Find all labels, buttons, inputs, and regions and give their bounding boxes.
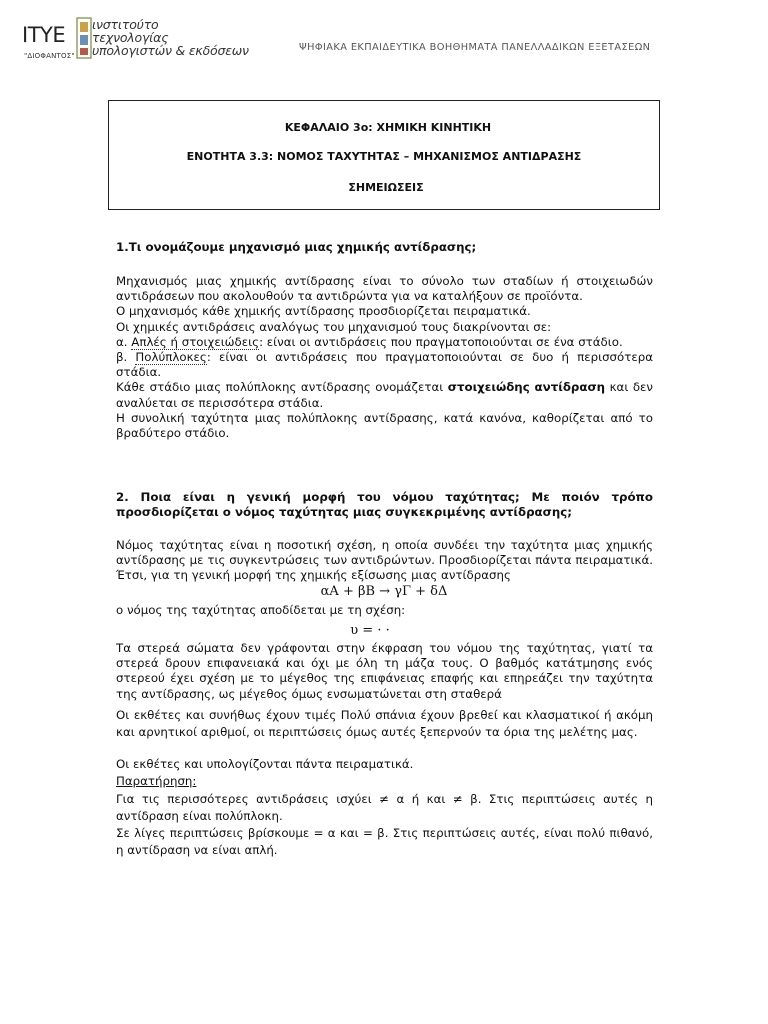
bold-term: στοιχειώδης αντίδραση [447,380,606,395]
unit-title: ΕΝΟΤΗΤΑ 3.3: ΝΟΜΟΣ ΤΑΧΥΤΗΤΑΣ – ΜΗΧΑΝΙΣΜΟΣ ΑΝΤΙΔΡΑΣΗΣ [186,150,582,163]
section1-paragraph: Η συνολική ταχύτητα μιας πολύπλοκης αντίδρασης, κατά κανόνα, καθορίζεται από το βραδύτερο στάδιο. [116,410,653,441]
section1-paragraph [116,380,653,410]
chapter-title: ΚΕΦΑΛΑΙΟ 3ο: ΧΗΜΙΚΗ ΚΙΝΗΤΙΚΗ [284,121,492,134]
exponents-experimental: Οι εκθέτες και υπολογίζονται πάντα πειραματικά. [116,757,414,771]
solids-paragraph: Τα στερεά σώματα δεν γράφονται στην έκφραση του νόμου της ταχύτητας, γιατί τα στερεά δρουν επιφανειακά και όχι με όλη τη μάζα τους. Ο βαθμός κατάτμησης ενός στερεού έχει σχέση με το μέγεθος της επιφάνειας επαφής και επηρεάζει την ταχύτητα της αντίδρασης, ως μέγεθος όμως ενσωματώνεται στη σταθερά [116,641,653,701]
section1-body [116,274,653,441]
logo-mark-icon [74,16,94,62]
section2-paragraph: ο νόμος της ταχύτητας αποδίδεται με τη σχέση: [116,603,406,617]
section1-paragraph: Οι χημικές αντιδράσεις αναλόγως του μηχανισμού τους διακρίνονται σε: [116,319,552,334]
logo-lines [92,18,249,57]
chemical-equation: αΑ + βΒ → γΓ + δΔ [320,584,448,599]
note-simple: Σε λίγες περιπτώσεις βρίσκουμε = α και = β. Στις περιπτώσεις αυτές, είναι πολύ πιθανό, η αντίδραση να είναι απλή. [116,826,653,857]
publisher-logo [22,16,252,72]
definition-simple [116,335,653,350]
list-marker: α. [116,334,132,349]
logo-line: ινστιτούτο [92,17,159,32]
logo-sub-text: "ΔΙΟΦΑΝΤΟΣ" [24,52,75,60]
rate-law-equation: υ = · · [350,623,390,638]
term-simple: Απλές ή στοιχειώδεις [131,334,260,349]
definition-complex [116,350,653,380]
text-run: και δεν αναλύεται σε περισσότερα στάδια. [116,380,654,410]
section2-intro: Νόμος ταχύτητας είναι η ποσοτική σχέση, η οποία συνδέει την ταχύτητα μιας χημικής αντίδρασης με τις συγκεντρώσεις των αντιδρώντων. Προσδιορίζεται πάντα πειραματικά. Έτσι, για τη γενική μορφή της χημικής εξίσωσης μιας αντίδρασης [116,538,653,583]
term-complex: Πολύπλοκες [135,350,207,365]
section1-question: 1.Τι ονομάζουμε μηχανισμό μιας χημικής αντίδρασης; [116,240,477,254]
text-run: Κάθε στάδιο μιας πολύπλοκης αντίδρασης ονομάζεται [116,380,448,395]
note-label: Παρατήρηση: [116,774,197,788]
exponents-paragraph: Οι εκθέτες και συνήθως έχουν τιμές Πολύ σπάνια έχουν βρεθεί και κλασματικοί ή ακόμη και αρνητικοί αριθμοί, οι περιπτώσεις όμως αυτές ξεπερνούν τα όρια της μελέτης μας. [116,708,653,739]
notes-title: ΣΗΜΕΙΩΣΕΙΣ [348,181,424,194]
logo-main-text: ΙΤΥΕ [22,23,66,47]
definition-text: : είναι οι αντιδράσεις που πραγματοποιούνται σε ένα στάδιο. [259,334,623,349]
section2-question: 2. Ποια είναι η γενική μορφή του νόμου ταχύτητας; Με ποιόν τρόπο προσδιορίζεται ο νόμος ταχύτητας μιας συγκεκριμένης αντίδρασης; [116,490,653,520]
logo-line: τεχνολογίας [92,30,169,45]
header-tagline: ΨΗΦΙΑΚΑ ΕΚΠΑΙΔΕΥΤΙΚΑ ΒΟΗΘΗΜΑΤΑ ΠΑΝΕΛΛΑΔΙΚΩΝ ΕΞΕΤΑΣΕΩΝ [299,42,651,53]
note-complex: Για τις περισσότερες αντιδράσεις ισχύει ≠ α ή και ≠ β. Στις περιπτώσεις αυτές η αντίδραση είναι πολύπλοκη. [116,792,653,823]
definition-text: : είναι οι αντιδράσεις που πραγματοποιούνται σε δυο ή περισσότερα στάδια. [116,350,653,380]
section1-paragraph: Ο μηχανισμός κάθε χημικής αντίδρασης προσδιορίζεται πειραματικά. [116,304,531,319]
title-box [108,100,660,210]
logo-line: υπολογιστών & εκδόσεων [92,43,249,58]
section1-paragraph: Μηχανισμός μιας χημικής αντίδρασης είναι το σύνολο των σταδίων ή στοιχειωδών αντιδράσεων που ακολουθούν τα αντιδρώντα για να καταλήξουν σε προϊόντα. [116,274,653,304]
list-marker: β. [116,350,136,365]
